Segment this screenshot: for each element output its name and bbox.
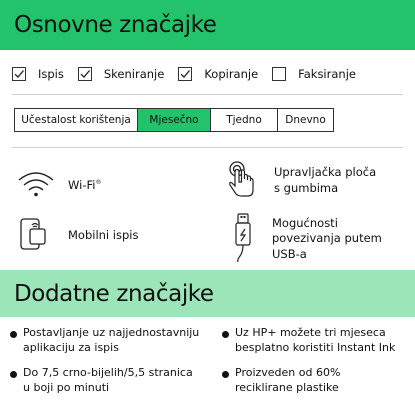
- checkbox-checked-icon: [178, 67, 192, 81]
- tab-daily[interactable]: Dnevno: [285, 114, 326, 126]
- touch-icon: [226, 160, 256, 202]
- additional-features-header: [0, 270, 415, 317]
- feature-label: Skeniranje: [103, 67, 165, 81]
- list-item: Proizveden od 60% reciklirane plastike: [222, 366, 412, 396]
- feature-checklist: [12, 64, 403, 84]
- feature-label: Faksiranje: [298, 67, 356, 81]
- spec-control-panel: [226, 160, 376, 202]
- additional-features-title: Dodatne značajke: [14, 280, 214, 307]
- spec-usb: [232, 212, 382, 266]
- mobile-print-icon: [18, 216, 48, 256]
- usb-icon: [232, 212, 254, 266]
- tab-monthly[interactable]: Mjesečno: [138, 109, 211, 131]
- feature-scan: [78, 67, 164, 81]
- main-features-header: [0, 0, 415, 50]
- spec-mobile-print: [18, 216, 138, 256]
- checkbox-checked-icon: [78, 67, 92, 81]
- checkbox-unchecked-icon: [272, 67, 286, 81]
- bullet-icon: [222, 331, 229, 338]
- feature-copy: [178, 67, 258, 81]
- feature-label: Kopiranje: [204, 67, 259, 81]
- bullet-icon: [10, 331, 17, 338]
- feature-print: [12, 67, 64, 81]
- additional-features-list: [10, 326, 407, 395]
- spec-wifi: [16, 170, 101, 202]
- main-features-title: Osnovne značajke: [14, 12, 217, 38]
- divider: [12, 147, 403, 148]
- list-item: Uz HP+ možete tri mjeseca besplatno koristiti Instant Ink: [222, 326, 412, 356]
- bullet-icon: [10, 371, 17, 378]
- tab-weekly[interactable]: Tjedno: [211, 109, 278, 131]
- wifi-icon: [16, 170, 56, 202]
- bullet-icon: [222, 371, 229, 378]
- feature-label: Ispis: [38, 67, 64, 81]
- spec-control-panel-label: Upravljačka ploča s gumbima: [274, 165, 377, 195]
- spec-usb-label: Mogućnosti povezivanja putem USB-a: [272, 215, 382, 261]
- list-item: Do 7,5 crno-bijelih/5,5 stranica u boji po minuti: [10, 366, 222, 396]
- usage-frequency-tabs: [14, 108, 334, 132]
- divider: [12, 94, 403, 95]
- feature-fax: [272, 67, 356, 81]
- checkbox-checked-icon: [12, 67, 26, 81]
- spec-wifi-label: Wi-Fi®: [68, 178, 102, 193]
- tab-usage-frequency[interactable]: Učestalost korištenja: [15, 109, 138, 131]
- list-item: Postavljanje uz najjednostavniju aplikaciju za ispis: [10, 326, 222, 356]
- spec-mobile-print-label: Mobilni ispis: [68, 228, 139, 243]
